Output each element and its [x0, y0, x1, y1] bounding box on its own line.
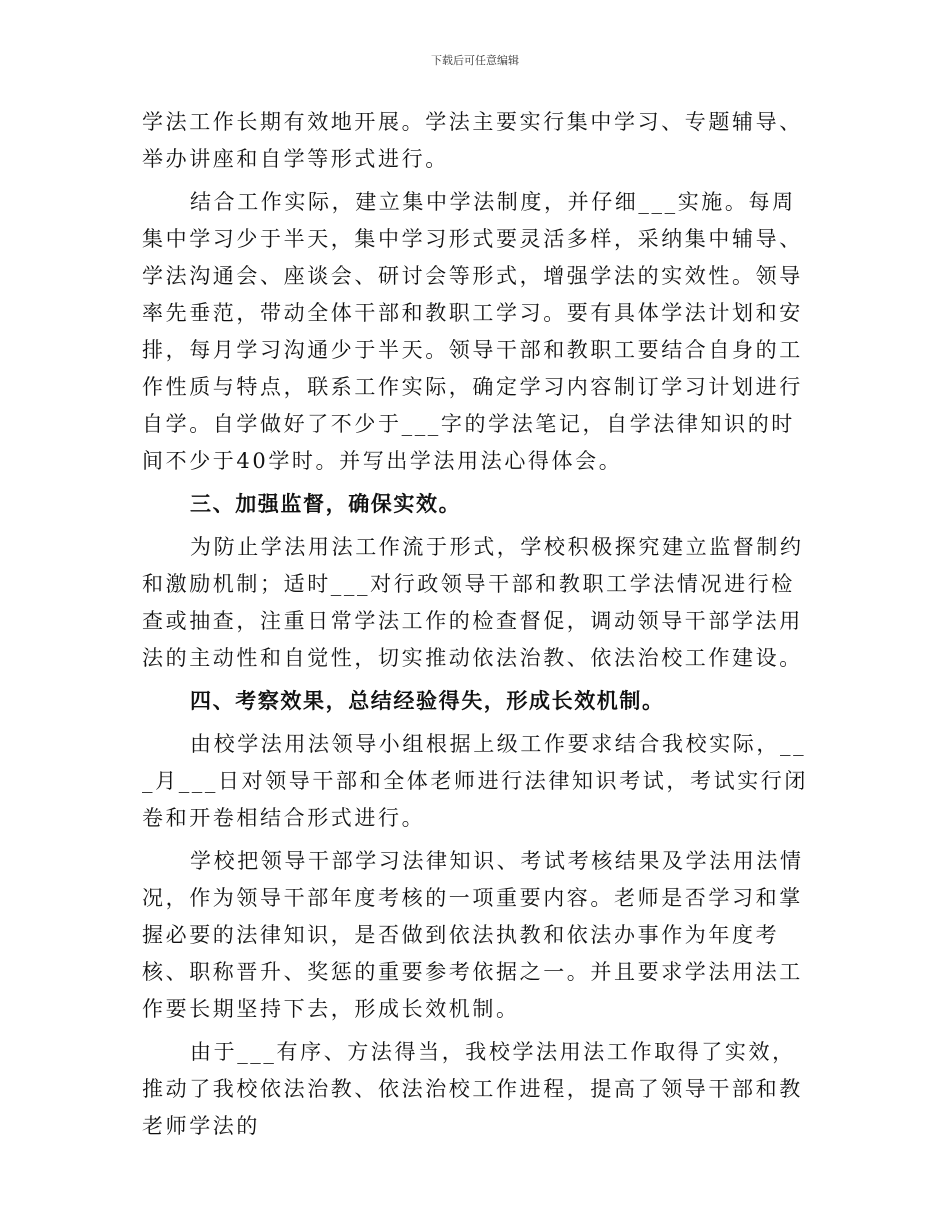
document-body [142, 104, 814, 1151]
paragraph-6: 由于___有序、方法得当，我校学法用法工作取得了实效，推动了我校依法治教、依法治校工作进程，提高了领导干部和教老师学法的 [142, 1040, 803, 1138]
paragraph-2: 结合工作实际，建立集中学法制度，并仔细___实施。每周集中学习少于半天，集中学习形式要灵活多样，采纳集中辅导、学法沟通会、座谈会、研讨会等形式，增强学法的实效性。领导率先垂范，带动全体干部和教职工学习。要有具体学法计划和安排，每月学习沟通少于半天。领导干部和教职工要结合自身的工作性质与特点，联系工作实际，确定学习内容制订学习计划进行自学。自学做好了不少于___字的学法笔记，自学法律知识的时间不少于40学时。并写出学法用法心得体会。 [142, 190, 803, 473]
paragraph-1: 学法工作长期有效地开展。学法主要实行集中学习、专题辅导、举办讲座和自学等形式进行。 [142, 110, 803, 171]
paragraph-5: 学校把领导干部学习法律知识、考试考核结果及学法用法情况，作为领导干部年度考核的一项重要内容。老师是否学习和掌握必要的法律知识，是否做到依法执教和依法办事作为年度考核、职称晋升、奖惩的重要参考依据之一。并且要求学法用法工作要长期坚持下去，形成长效机制。 [142, 849, 804, 1021]
paragraph-4: 由校学法用法领导小组根据上级工作要求结合我校实际，___月___日对领导干部和全体老师进行法律知识考试，考试实行闭卷和开卷相结合形式进行。 [142, 732, 808, 830]
section-heading-3: 三、加强监督，确保实效。 [190, 492, 462, 516]
header-note: 下载后可任意编辑 [431, 54, 519, 67]
section-heading-4: 四、考察效果，总结经验得失，形成长效机制。 [190, 689, 665, 713]
paragraph-3: 为防止学法用法工作流于形式，学校积极探究建立监督制约和激励机制；适时___对行政领导干部和教职工学法情况进行检查或抽查，注重日常学法工作的检查督促，调动领导干部学法用法的主动性和自觉性，切实推动依法治教、依法治校工作建设。 [142, 535, 804, 670]
